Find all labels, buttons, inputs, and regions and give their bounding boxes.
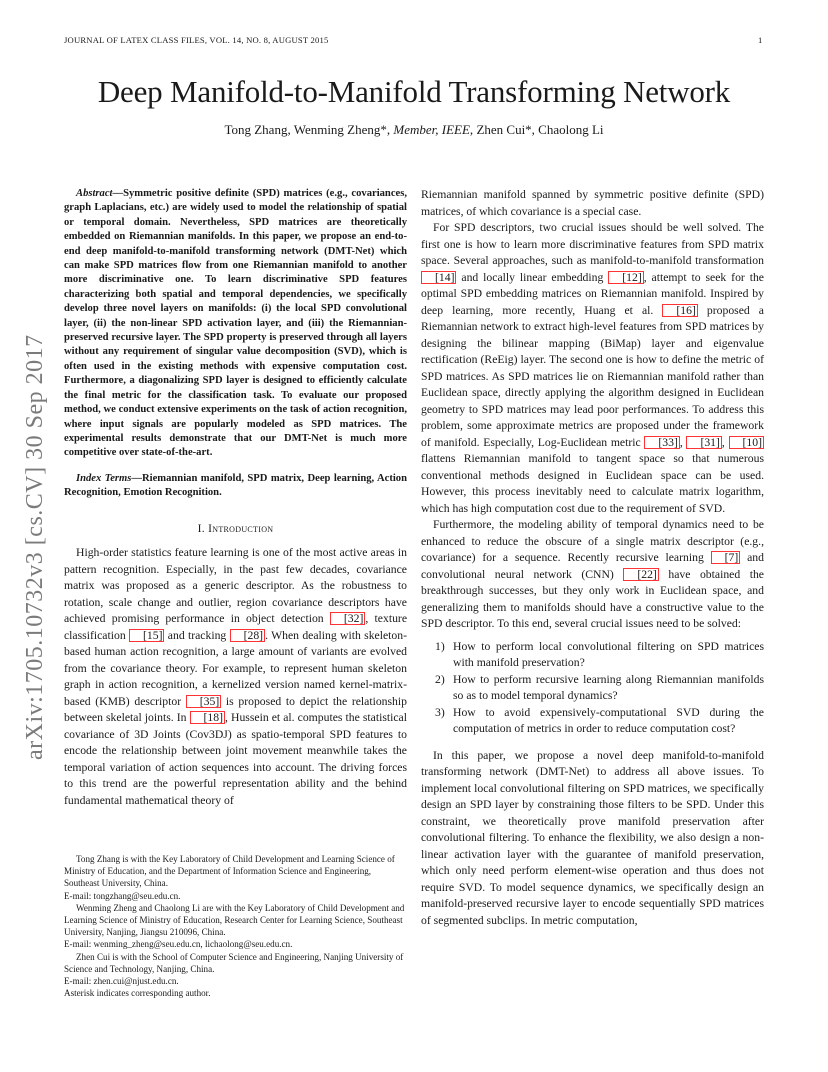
citation-link[interactable]: [32]: [330, 612, 365, 625]
list-number: 3): [435, 705, 445, 719]
index-terms-label: Index Terms: [76, 472, 132, 484]
list-item: [421, 639, 764, 672]
footnote-line: E-mail: wenming_zheng@seu.edu.cn, lichaolong@seu.edu.cn.: [64, 939, 293, 950]
page-number: 1: [758, 35, 763, 45]
body-text: and tracking: [164, 628, 230, 642]
intro-paragraph-continued: Riemannian manifold spanned by symmetric positive definite (SPD) matrices, of which covariance is a special case.: [421, 188, 764, 218]
citation-link[interactable]: [7]: [711, 551, 741, 564]
body-text: . When dealing with skeleton-based human action recognition, a large amount of variants are evolved from the covariance theory. For example, to represent human skeleton graph in action recognition, a kernelized version named kernel-matrix-based (KMB) descriptor: [64, 628, 407, 708]
body-text: ,: [679, 435, 687, 449]
citation-link[interactable]: [18]: [190, 711, 225, 724]
body-text: , attempt to seek for the optimal SPD embedding matrices on Riemannian manifold. Inspired by deep learning, more recently, Huang et al.: [421, 270, 764, 317]
list-number: 2): [435, 672, 445, 686]
list-item-text: How to perform recursive learning along Riemannian manifolds so as to model temporal dynamics?: [453, 672, 764, 702]
citation-link[interactable]: [22]: [623, 568, 658, 581]
body-text: is proposed to depict the relationship between skeletal joints. In: [64, 694, 407, 725]
list-item-text: How to perform local convolutional filtering on SPD matrices with manifold preservation?: [453, 639, 764, 669]
running-head: JOURNAL OF LATEX CLASS FILES, VOL. 14, NO. 8, AUGUST 2015: [64, 35, 329, 45]
author-list: [0, 122, 828, 138]
abstract-label: Abstract: [76, 188, 113, 199]
right-column: [421, 187, 764, 929]
body-text: and locally linear embedding: [456, 270, 609, 284]
citation-link[interactable]: [16]: [662, 304, 697, 317]
body-text: ,: [721, 435, 729, 449]
author-names-b: Zhen Cui*, Chaolong Li: [476, 122, 604, 137]
body-text: Furthermore, the modeling ability of temporal dynamics need to be enhanced to reduce the obscure of a single matrix descriptor (e.g., covariance) for a sequence. Recently recursive learning: [421, 518, 764, 564]
citation-link[interactable]: [33]: [644, 436, 679, 449]
body-text: flattens Riemannian manifold to tangent space so that numerous conventional methods designed in Euclidean space can be used. However, this process inevitably need to calculate matrix logarithm, which has high computation cost due to the requirement of SVD.: [421, 452, 764, 515]
citation-link[interactable]: [12]: [608, 271, 643, 284]
body-text: , texture classification: [64, 612, 408, 642]
author-names-a: Tong Zhang, Wenming Zheng*,: [224, 122, 391, 137]
section-title: Introduction: [208, 522, 274, 535]
citation-link[interactable]: [35]: [186, 695, 221, 708]
author-membership: Member, IEEE,: [393, 122, 474, 137]
footnote-line: Tong Zhang is with the Key Laboratory of Child Development and Learning Science of Ministry of Education, and the Department of Information Science and Engineering, Southeast University, China.: [64, 854, 395, 889]
body-text: and convolutional neural network (CNN): [421, 551, 764, 581]
body-text: High-order statistics feature learning is one of the most active areas in pattern recognition. Especially, in the past few decades, covariance matrix was proposed as a generic descriptor. As the robustness to rotation, scale change and outlier, region covariance descriptors have achieved promising performance in object detection: [64, 546, 407, 626]
intro-paragraph-2: [421, 220, 764, 517]
body-text: , Hussein et al. computes the statistical covariance of 3D Joints (Cov3DJ) as spatio-temporal SPD features to encode the relationship between joint movement meanwhile takes the temporal variation of action sequences into account. The driving forces to this trend are the powerful representation ability and the behind fundamental mathematical theory of: [64, 711, 407, 807]
issue-list: [421, 639, 764, 738]
footnotes: [64, 853, 407, 999]
list-item: [421, 705, 764, 738]
footnote-line: E-mail: tongzhang@seu.edu.cn.: [64, 890, 181, 901]
index-terms-text: —Riemannian manifold, SPD matrix, Deep learning, Action Recognition, Emotion Recognition.: [64, 472, 407, 499]
citation-link[interactable]: [28]: [230, 629, 265, 642]
index-terms: [64, 472, 407, 501]
arxiv-identifier[interactable]: arXiv:1705.10732v3 [cs.CV] 30 Sep 2017: [22, 334, 48, 760]
list-number: 1): [435, 639, 445, 653]
intro-paragraph-4: In this paper, we propose a novel deep manifold-to-manifold transforming network (DMT-Net) to address all above issues. To implement local convolutional filtering on SPD matrices, we specifically design an SPD layer by constraining those filters to be SPD. Under this constraint, we theoretically prove manifold preservation after convolutional filtering. To enhance the flexibility, we also design a non-linear activation layer with the guarantee of manifold preservation, which only need perform element-wise operation and thus does not require SVD. To model sequence dynamics, we specifically design an manifold-preserved recursive layer to encode sequentially SPD matrices of segmented subclips. In metric computation,: [421, 748, 764, 927]
footnote-line: E-mail: zhen.cui@njust.edu.cn.: [64, 976, 179, 987]
section-heading-introduction: [64, 521, 407, 538]
list-item: [421, 672, 764, 705]
abstract-text: —Symmetric positive definite (SPD) matrices (e.g., covariances, graph Laplacians, etc.) are widely used to model the relationship of spatial or temporal domain. Nevertheless, SPD matrices are theoretically embedded on Riemannian manifolds. In this paper, we propose an end-to-end deep manifold-to-manifold transforming network (DMT-Net) which can make SPD matrices flow from one Riemannian manifold to another more discriminative one. To learn discriminative SPD features characterizing both spatial and temporal dependencies, we specifically develop three novel layers on manifolds: (i) the local SPD convolutional layer, (ii) the non-linear SPD activation layer, and (iii) the Riemannian-preserved recursive layer. The SPD property is preserved through all layers without any requirement of singular value decomposition (SVD), which is often used in the existing methods with expensive computation cost. Furthermore, a diagonalizing SPD layer is designed to efficiently calculate the final metric for the classification task. To evaluate our proposed method, we conduct extensive experiments on the task of action recognition, where input signals are popularly modeled as SPD matrices. The experimental results demonstrate that our DMT-Net is much more competitive over state-of-the-art.: [64, 188, 407, 459]
citation-link[interactable]: [15]: [129, 629, 164, 642]
body-text: have obtained the breakthrough successes, but they only work in Euclidean space, and generalizing them to manifolds should have a constructive value to the SPD descriptor. To this end, several crucial issues need to be solved:: [421, 567, 764, 630]
citation-link[interactable]: [31]: [686, 436, 721, 449]
list-item-text: How to avoid expensively-computational SVD during the computation of metrics in order to reduce computation cost?: [453, 705, 764, 735]
abstract: [64, 187, 407, 461]
left-column: [64, 187, 407, 809]
body-text: proposed a Riemannian network to extract high-level features from SPD matrices by designing the bilinear mapping (BiMap) layer and eigenvalue rectification (ReEig) layer. The second one is how to define the metric of SPD matrices. As SPD matrices lie on Riemannian manifold rather than Euclidean space, directly applying the algorithm designed in Euclidean geometry to SPD matrices may lead poor performances. To address this problem, some approximate metrics are proposed under the framework of manifold. Especially, Log-Euclidean metric: [421, 303, 764, 449]
citation-link[interactable]: [14]: [421, 271, 456, 284]
footnote-line: Asterisk indicates corresponding author.: [64, 988, 211, 999]
section-numeral: I.: [197, 522, 209, 535]
intro-paragraph-3: [421, 517, 764, 633]
intro-paragraph-1: [64, 545, 407, 809]
body-text: For SPD descriptors, two crucial issues should be well solved. The first one is how to learn more discriminative features from SPD matrix space. Several approaches, such as manifold-to-manifold transformation: [421, 221, 764, 267]
paper-title: Deep Manifold-to-Manifold Transforming Network: [97, 74, 731, 109]
footnote-line: Wenming Zheng and Chaolong Li are with the Key Laboratory of Child Development and Learning Science of Ministry of Education, Research Center for Learning Science, Southeast University, Nanjing, Jiangsu 210096, China.: [64, 902, 405, 938]
footnote-line: Zhen Cui is with the School of Computer Science and Engineering, Nanjing University of Science and Technology, Nanjing, China.: [64, 951, 404, 974]
citation-link[interactable]: [10]: [729, 436, 764, 449]
